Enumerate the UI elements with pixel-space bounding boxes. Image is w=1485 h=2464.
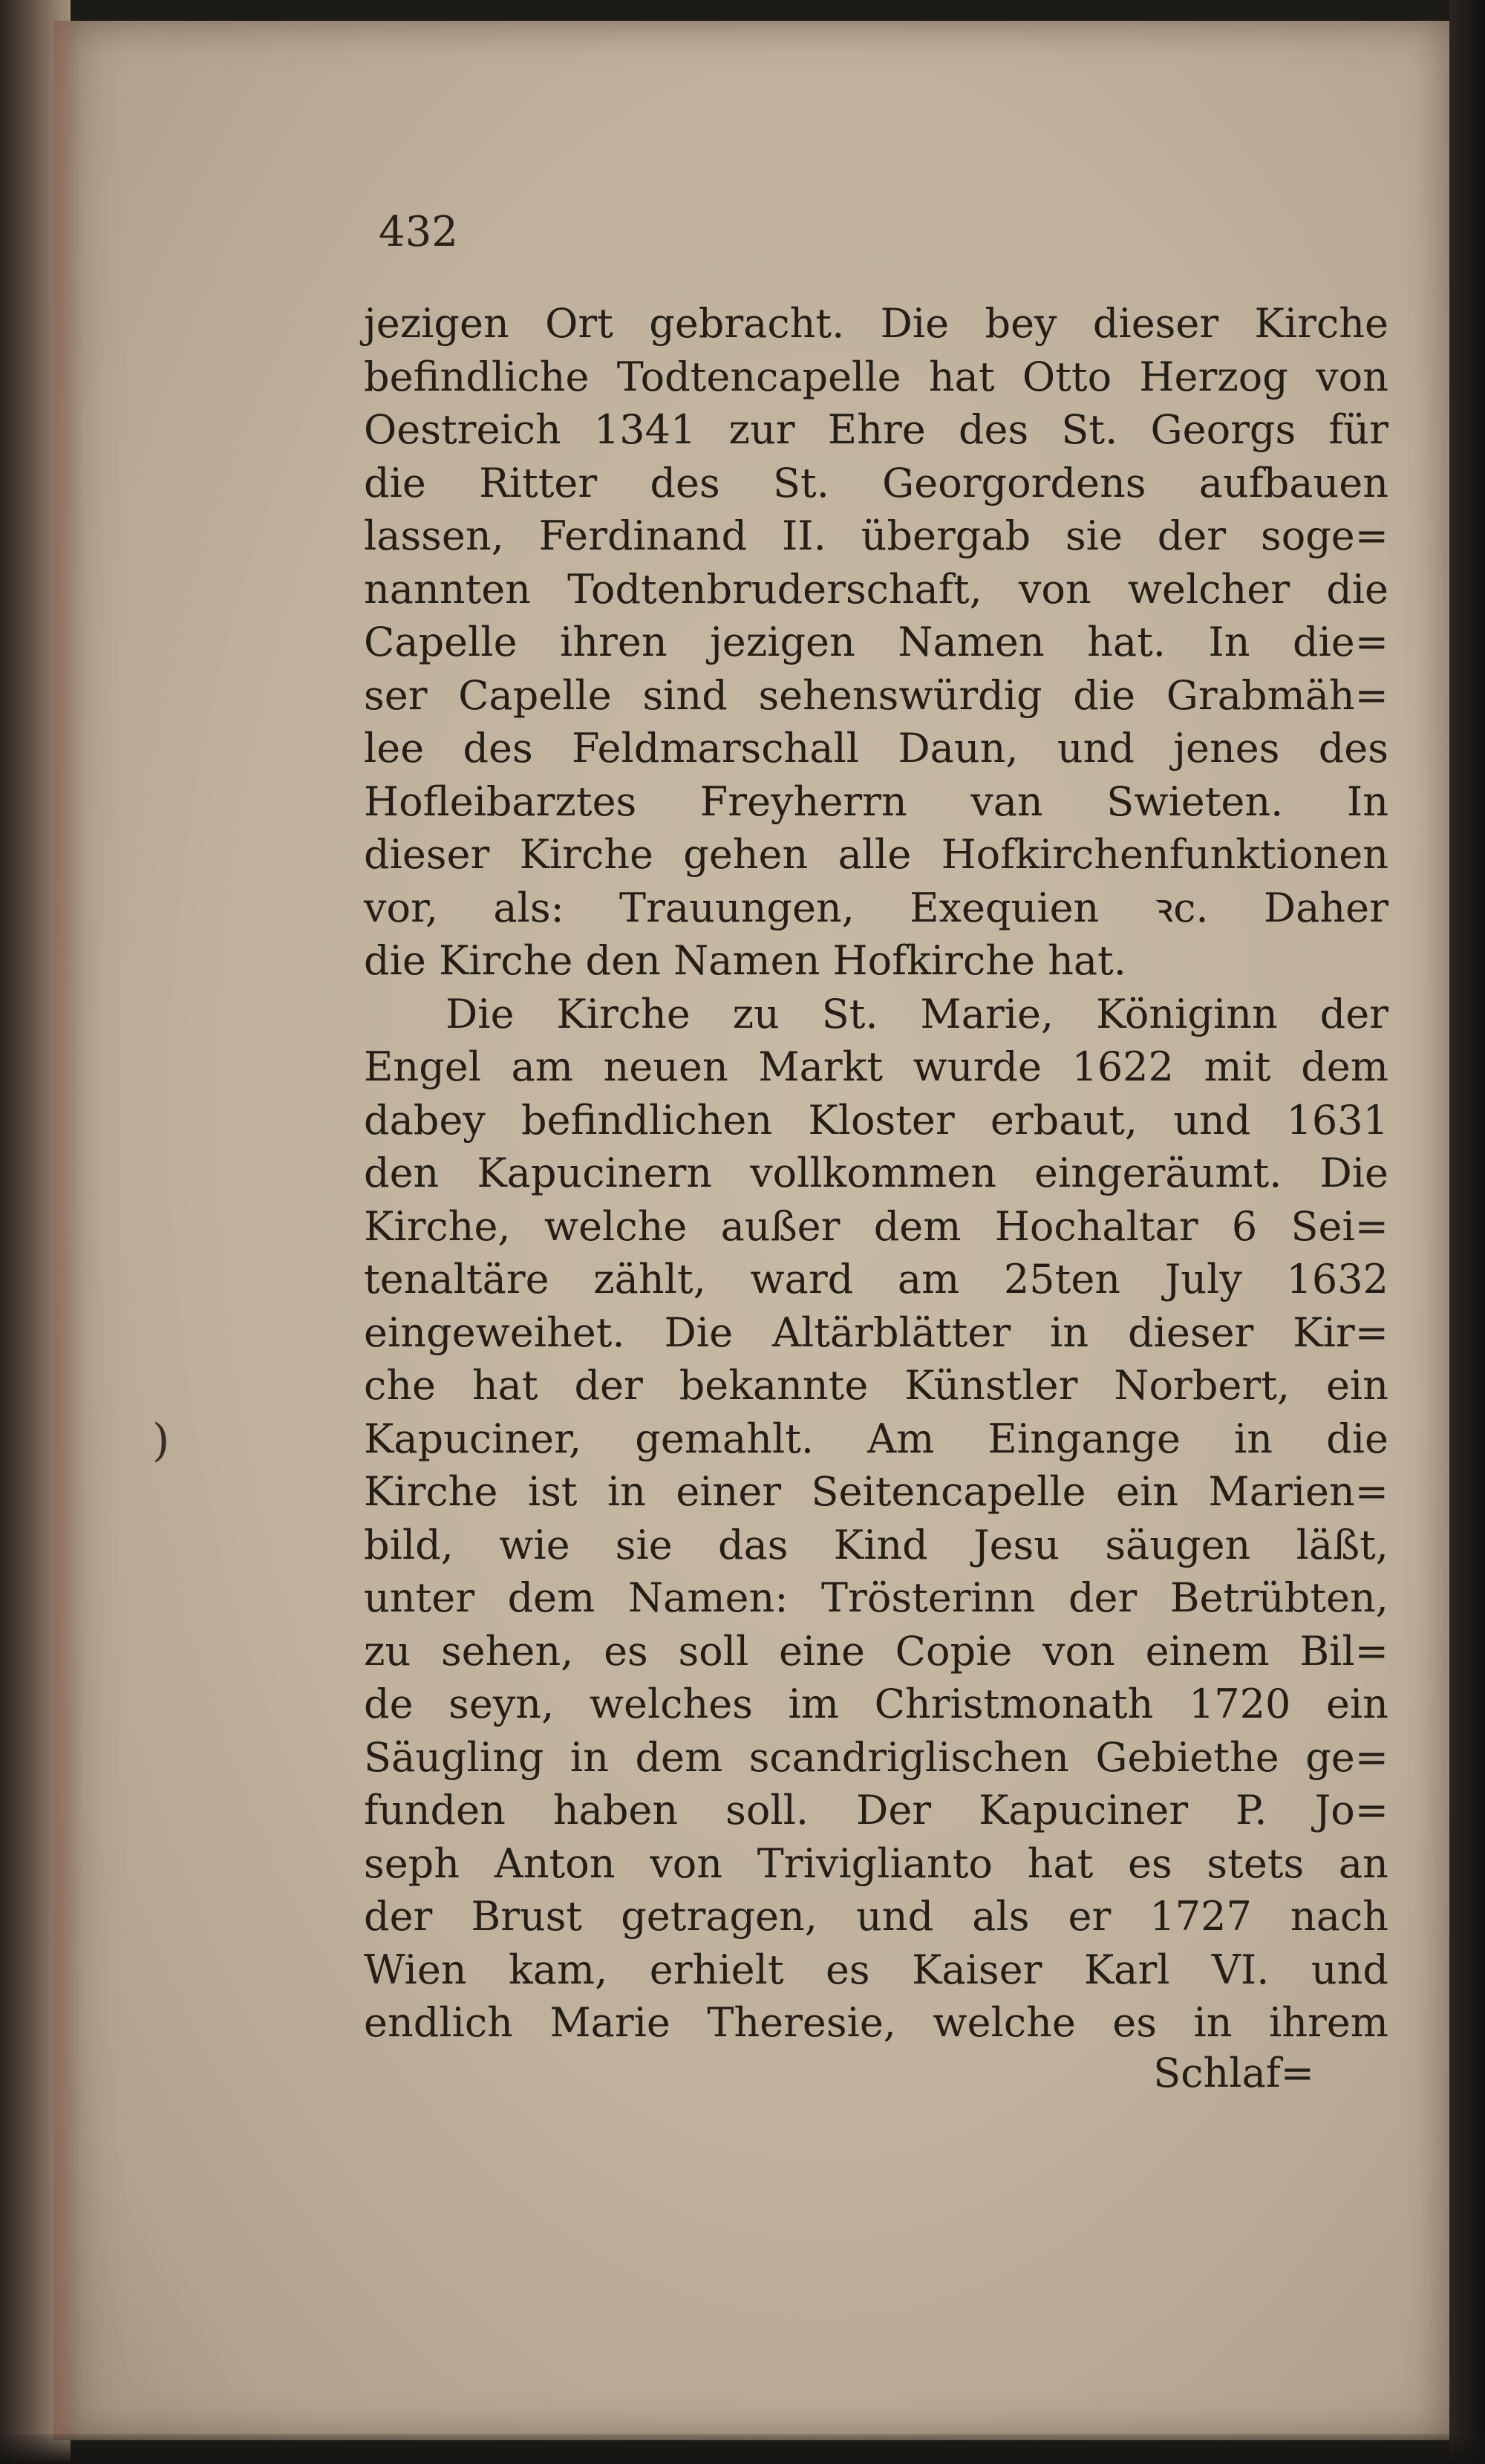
text-line [364, 1890, 1388, 1943]
word: eine [778, 1627, 865, 1675]
word: lassen, [364, 512, 504, 559]
word: Marien= [1208, 1468, 1388, 1515]
word: der [364, 1893, 433, 1940]
word: Todtencapelle [616, 353, 901, 400]
word: wurde [913, 1043, 1042, 1090]
text-line [364, 1359, 1388, 1412]
word: dem [873, 1202, 962, 1250]
text-line [364, 1465, 1388, 1519]
word: bekannte [679, 1362, 869, 1409]
word: Die [664, 1308, 734, 1356]
word: in [607, 1468, 646, 1515]
word: die [1326, 565, 1388, 613]
word: Die [446, 990, 515, 1037]
text-line [364, 563, 1388, 616]
word: nach [1290, 1893, 1388, 1940]
word: in [1050, 1308, 1089, 1356]
word: Seitencapelle [811, 1468, 1086, 1515]
word: in [569, 1733, 609, 1781]
word: Herzog [1139, 353, 1288, 400]
text-line [364, 403, 1388, 457]
word: übergab [861, 512, 1031, 559]
word: hat [1027, 1839, 1094, 1887]
word: Trauungen, [619, 884, 855, 931]
word: Säugling [364, 1733, 544, 1781]
word: erhielt [649, 1946, 784, 1993]
body-text [364, 297, 1388, 2050]
word: Swieten. [1106, 778, 1284, 825]
word: Exequien [910, 884, 1100, 931]
word: St. [773, 459, 829, 506]
word: Grabmäh= [1166, 671, 1388, 719]
word: Altärblätter [771, 1308, 1011, 1356]
word: Am [867, 1415, 935, 1462]
word: dem [635, 1733, 723, 1781]
word: 1632 [1286, 1256, 1388, 1303]
word: alle [838, 831, 912, 878]
word: dieser [1128, 1308, 1254, 1356]
word: ge= [1305, 1733, 1388, 1781]
word: Kirche [364, 1468, 498, 1515]
word: sehenswürdig [758, 671, 1042, 719]
word: 6 [1231, 1202, 1258, 1250]
word: er [1068, 1893, 1112, 1940]
word: bild, [364, 1521, 454, 1568]
text-line [364, 828, 1388, 881]
word: und [856, 1893, 934, 1940]
word: Jo= [1314, 1787, 1388, 1834]
word: die [1326, 1415, 1388, 1462]
word: 1720 [1188, 1681, 1291, 1727]
page-right-edge [1449, 0, 1485, 2464]
text-line [364, 616, 1388, 669]
word: nannten [364, 565, 531, 613]
word: säugen [1105, 1521, 1251, 1568]
word: Todtenbruderschaft, [567, 565, 982, 613]
word: Kapucinern [477, 1150, 713, 1196]
word: die [1073, 671, 1136, 719]
word: Kir= [1293, 1308, 1388, 1356]
word: funden [364, 1787, 506, 1834]
word: zu [732, 990, 780, 1037]
word: den [364, 1150, 440, 1196]
word: Die [1319, 1150, 1388, 1196]
word: Kloster [808, 1096, 955, 1144]
word: Der [856, 1787, 932, 1834]
word: Hochaltar [994, 1202, 1198, 1250]
word: Königinn [1095, 990, 1278, 1037]
word: Anton [494, 1839, 616, 1887]
word: Marie, [920, 990, 1054, 1037]
text-line: die Kirche den Namen Hofkirche hat. [364, 937, 1126, 984]
page-gutter-shadow [53, 21, 83, 2440]
word: einer [676, 1468, 782, 1515]
text-line [364, 669, 1388, 723]
text-line [364, 1094, 1388, 1147]
word: erbaut, [990, 1096, 1138, 1144]
word: Otto [1022, 353, 1112, 400]
catchword: Schlaf= [1153, 2050, 1314, 2096]
word: Kind [833, 1521, 928, 1568]
word: ein [1325, 1362, 1388, 1409]
word: che [364, 1362, 436, 1409]
word: und [1311, 1946, 1388, 1993]
word: zur [728, 406, 795, 453]
word: Christmonath [874, 1681, 1154, 1727]
word: am [511, 1043, 573, 1090]
word: zählt, [593, 1256, 706, 1303]
word: Ehre [827, 406, 926, 453]
margin-mark: ) [152, 1415, 170, 1467]
text-line [364, 881, 1388, 935]
word: wie [499, 1521, 570, 1568]
text-line [364, 1412, 1388, 1466]
word: scandriglischen [748, 1733, 1069, 1781]
word: Daun, [898, 725, 1019, 772]
word: Ritter [479, 459, 598, 506]
word: aufbauen [1198, 459, 1388, 506]
word: hat [928, 353, 995, 400]
word: Brust [471, 1893, 583, 1940]
word: II. [781, 512, 826, 559]
text-line [364, 1200, 1388, 1254]
word: welche [933, 1999, 1076, 2046]
word: ist [527, 1468, 578, 1515]
text-line [364, 722, 1388, 775]
word: 1622 [1071, 1043, 1174, 1090]
text-line [364, 1784, 1388, 1837]
word: hat [471, 1362, 538, 1409]
word: jezigen [364, 300, 509, 347]
word: dem [507, 1574, 595, 1621]
word: gemahlt. [635, 1415, 815, 1462]
word: der [1319, 990, 1388, 1037]
word: seph [364, 1839, 460, 1887]
word: getragen, [621, 1893, 817, 1940]
word: Norbert, [1114, 1362, 1290, 1409]
word: jezigen [710, 619, 855, 665]
word: ihren [560, 619, 668, 665]
page-bottom-edge [0, 2434, 1485, 2464]
word: es [604, 1627, 648, 1675]
word: das [718, 1521, 789, 1568]
word: am [897, 1256, 960, 1303]
word: Betrübten, [1169, 1574, 1388, 1621]
word: ꝛc. [1154, 884, 1209, 931]
word: unter [364, 1574, 475, 1621]
word: tenaltäre [364, 1256, 549, 1303]
word: eingeräumt. [1034, 1150, 1282, 1196]
text-line [364, 775, 1388, 829]
text-line [364, 1147, 1388, 1200]
text-line [364, 1040, 1388, 1094]
word: als: [493, 884, 564, 931]
word: Trösterinn [821, 1574, 1036, 1621]
word: Namen [898, 619, 1045, 665]
page-number: 432 [379, 208, 458, 256]
text-line [364, 351, 1388, 404]
word: Kapuciner, [364, 1415, 582, 1462]
word: der [1157, 512, 1227, 559]
word: Kirche, [364, 1202, 511, 1250]
text-line [364, 509, 1388, 563]
word: jenes [1173, 725, 1280, 772]
word: der [1068, 1574, 1138, 1621]
text-line [364, 1731, 1388, 1785]
word: an [1338, 1839, 1388, 1887]
word: soge= [1260, 512, 1388, 559]
word: und [1057, 725, 1135, 772]
word: Ferdinand [538, 512, 748, 559]
text-line [364, 1519, 1388, 1572]
word: Jesu [973, 1521, 1060, 1568]
text-line [364, 1253, 1388, 1306]
word: befindliche [364, 353, 590, 400]
word: ward [750, 1256, 854, 1303]
word: es [1112, 1999, 1157, 2046]
text-line [364, 297, 1388, 351]
word: ihrem [1268, 1999, 1388, 2046]
word: soll. [725, 1787, 809, 1834]
word: außer [720, 1202, 841, 1250]
word: welche [544, 1202, 688, 1250]
word: gehen [683, 831, 809, 878]
word: bey [985, 300, 1057, 347]
word: Die [880, 300, 950, 347]
word: in [1234, 1415, 1273, 1462]
word: Kirche [519, 831, 653, 878]
word: Daher [1263, 884, 1388, 931]
word: von [1018, 565, 1091, 613]
word: dieser [364, 831, 490, 878]
text-line [364, 988, 1388, 1041]
word: Markt [758, 1043, 884, 1090]
word: Wien [364, 1946, 467, 1993]
word: Georgordens [882, 459, 1146, 506]
text-line [364, 1306, 1388, 1360]
word: in [1193, 1999, 1233, 2046]
word: Capelle [364, 619, 518, 665]
word: soll [678, 1627, 749, 1675]
word: läßt, [1296, 1521, 1388, 1568]
word: Namen: [627, 1574, 789, 1621]
word: es [1128, 1839, 1172, 1887]
word: endlich [364, 1999, 513, 2046]
word: In [1346, 778, 1388, 825]
word: lee [364, 725, 425, 772]
text-line [364, 1571, 1388, 1625]
word: Kirche [556, 990, 691, 1037]
word: befindlichen [520, 1096, 773, 1144]
text-line [364, 1837, 1388, 1891]
word: Hofkirchenfunktionen [941, 831, 1388, 878]
text-line [364, 1943, 1388, 1997]
word: mit [1204, 1043, 1271, 1090]
word: des [958, 406, 1029, 453]
word: als [972, 1893, 1030, 1940]
word: welcher [1127, 565, 1290, 613]
word: dieser [1092, 300, 1219, 347]
word: Künstler [904, 1362, 1078, 1409]
word: im [788, 1681, 840, 1727]
word: Copie [895, 1627, 1013, 1675]
word: de [364, 1681, 414, 1727]
word: hat. [1087, 619, 1166, 665]
text-line [364, 1996, 1388, 2050]
word: Ort [545, 300, 613, 347]
word: Capelle [458, 671, 612, 719]
word: 1727 [1149, 1893, 1252, 1940]
word: Karl [1083, 1946, 1170, 1993]
word: 1341 [593, 406, 696, 453]
word: Marie [549, 1999, 670, 2046]
word: Sei= [1290, 1202, 1388, 1250]
word: Engel [364, 1043, 481, 1090]
word: seyn, [448, 1681, 555, 1727]
word: 25ten [1003, 1256, 1121, 1303]
word: sind [642, 671, 728, 719]
word: vor, [364, 884, 439, 931]
word: sie [1065, 512, 1123, 559]
word: Kaiser [912, 1946, 1042, 1993]
word: P. [1236, 1787, 1267, 1834]
word: es [825, 1946, 870, 1993]
word: sehen, [440, 1627, 574, 1675]
word: St. [821, 990, 878, 1037]
word: von [1042, 1627, 1115, 1675]
word: zu [364, 1627, 411, 1675]
word: und [1173, 1096, 1251, 1144]
word: Feldmarschall [572, 725, 860, 772]
word: Theresie, [707, 1999, 896, 2046]
word: stets [1207, 1839, 1305, 1887]
word: dem [1301, 1043, 1388, 1090]
word: In [1208, 619, 1250, 665]
word: Gebiethe [1095, 1733, 1279, 1781]
word: für [1328, 406, 1388, 453]
word: des [463, 725, 533, 772]
word: St. [1061, 406, 1118, 453]
word: haben [552, 1787, 679, 1834]
word: Oestreich [364, 406, 561, 453]
word: ein [1116, 1468, 1179, 1515]
word: von [650, 1839, 723, 1887]
word: einem [1145, 1627, 1270, 1675]
word: Kapuciner [979, 1787, 1189, 1834]
word: Hofleibarztes [364, 778, 637, 825]
word: dabey [364, 1096, 486, 1144]
word: die [364, 459, 426, 506]
word: Freyherrn [699, 778, 907, 825]
word: Kirche [1254, 300, 1388, 347]
word: July [1164, 1256, 1242, 1303]
word: gebracht. [649, 300, 845, 347]
word: welches [589, 1681, 753, 1727]
word: vollkommen [750, 1150, 997, 1196]
word: kam, [509, 1946, 608, 1993]
word: ser [364, 671, 428, 719]
word: ein [1325, 1681, 1388, 1727]
word: eingeweihet. [364, 1308, 625, 1356]
word: VI. [1211, 1946, 1270, 1993]
word: sie [615, 1521, 673, 1568]
text-line [364, 1625, 1388, 1678]
word: des [1318, 725, 1388, 772]
word: Bil= [1299, 1627, 1388, 1675]
word: Georgs [1150, 406, 1296, 453]
text-line [364, 1678, 1388, 1731]
word: Triviglianto [757, 1839, 993, 1887]
word: Eingange [988, 1415, 1181, 1462]
word: von [1316, 353, 1388, 400]
text-line [364, 457, 1388, 510]
word: die= [1292, 619, 1388, 665]
word: van [970, 778, 1043, 825]
word: des [650, 459, 720, 506]
word: neuen [603, 1043, 728, 1090]
word: der [574, 1362, 643, 1409]
word: 1631 [1286, 1096, 1388, 1144]
